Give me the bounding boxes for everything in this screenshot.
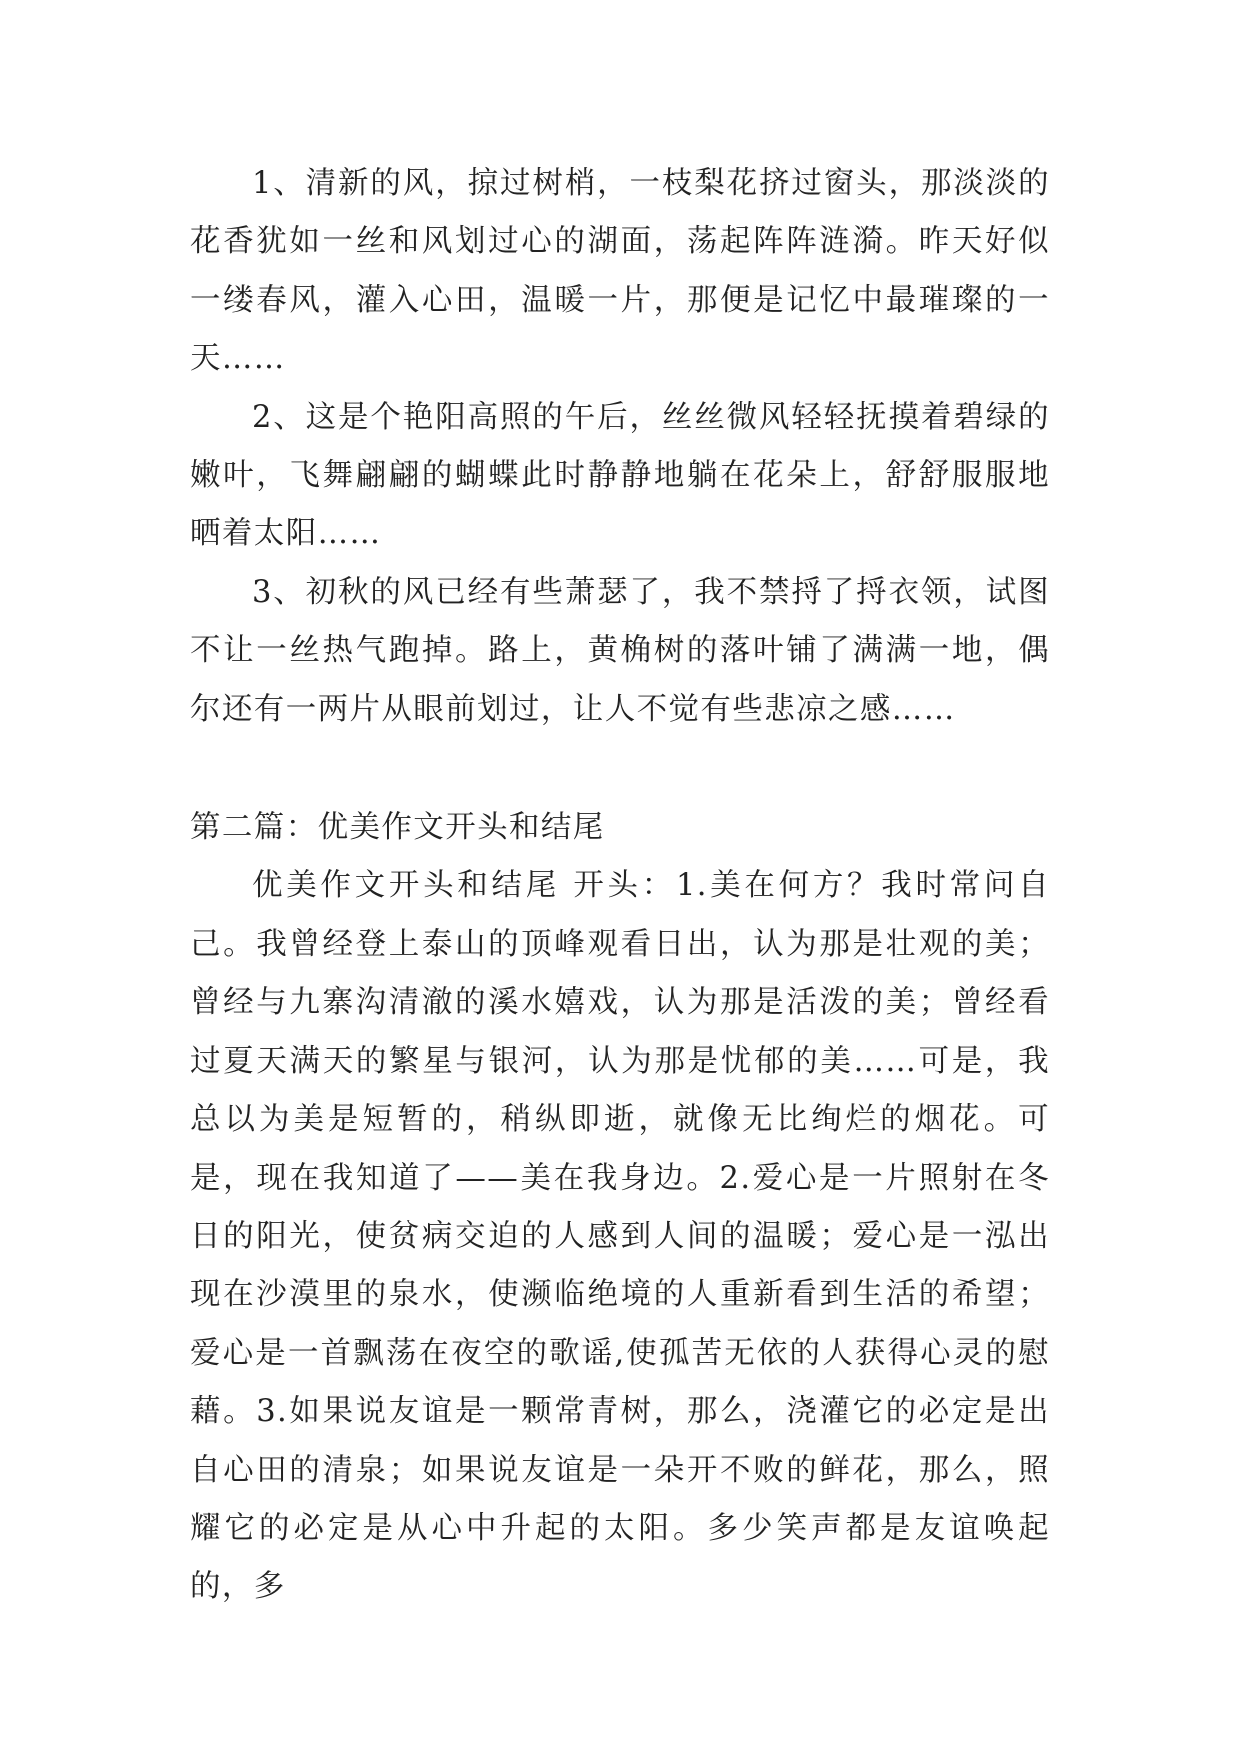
paragraph-1: 1、清新的风，掠过树梢，一枝梨花挤过窗头，那淡淡的花香犹如一丝和风划过心的湖面，荡起阵阵涟漪。昨天好似一缕春风，灌入心田，温暖一片，那便是记忆中最璀璨的一天…… — [190, 166, 1050, 377]
document-page — [190, 155, 1050, 1617]
paragraph-3: 3、初秋的风已经有些萧瑟了，我不禁捋了捋衣领，试图不让一丝热气跑掉。路上，黄桷树的落叶铺了满满一地，偶尔还有一两片从眼前划过，让人不觉有些悲凉之感…… — [190, 574, 1050, 727]
paragraph-2: 2、这是个艳阳高照的午后，丝丝微风轻轻抚摸着碧绿的嫩叶，飞舞翩翩的蝴蝶此时静静地躺在花朵上，舒舒服服地晒着太阳…… — [190, 399, 1050, 552]
section-body: 优美作文开头和结尾 开头：1.美在何方？我时常问自己。我曾经登上泰山的顶峰观看日出，认为那是壮观的美；曾经与九寨沟清澈的溪水嬉戏，认为那是活泼的美；曾经看过夏天满天的繁星与银河，认为那是忧郁的美……可是，我总以为美是短暂的，稍纵即逝，就像无比绚烂的烟花。可是，现在我知道了——美在我身边。2.爱心是一片照射在冬日的阳光，使贫病交迫的人感到人间的温暖；爱心是一泓出现在沙漠里的泉水，使濒临绝境的人重新看到生活的希望；爱心是一首飘荡在夜空的歌谣,使孤苦无依的人获得心灵的慰藉。3.如果说友谊是一颗常青树，那么，浇灌它的必定是出自心田的清泉；如果说友谊是一朵开不败的鲜花，那么，照耀它的必定是从心中升起的太阳。多少笑声都是友谊唤起的，多 — [190, 868, 1050, 1605]
section-title: 第二篇：优美作文开头和结尾 — [190, 810, 605, 846]
